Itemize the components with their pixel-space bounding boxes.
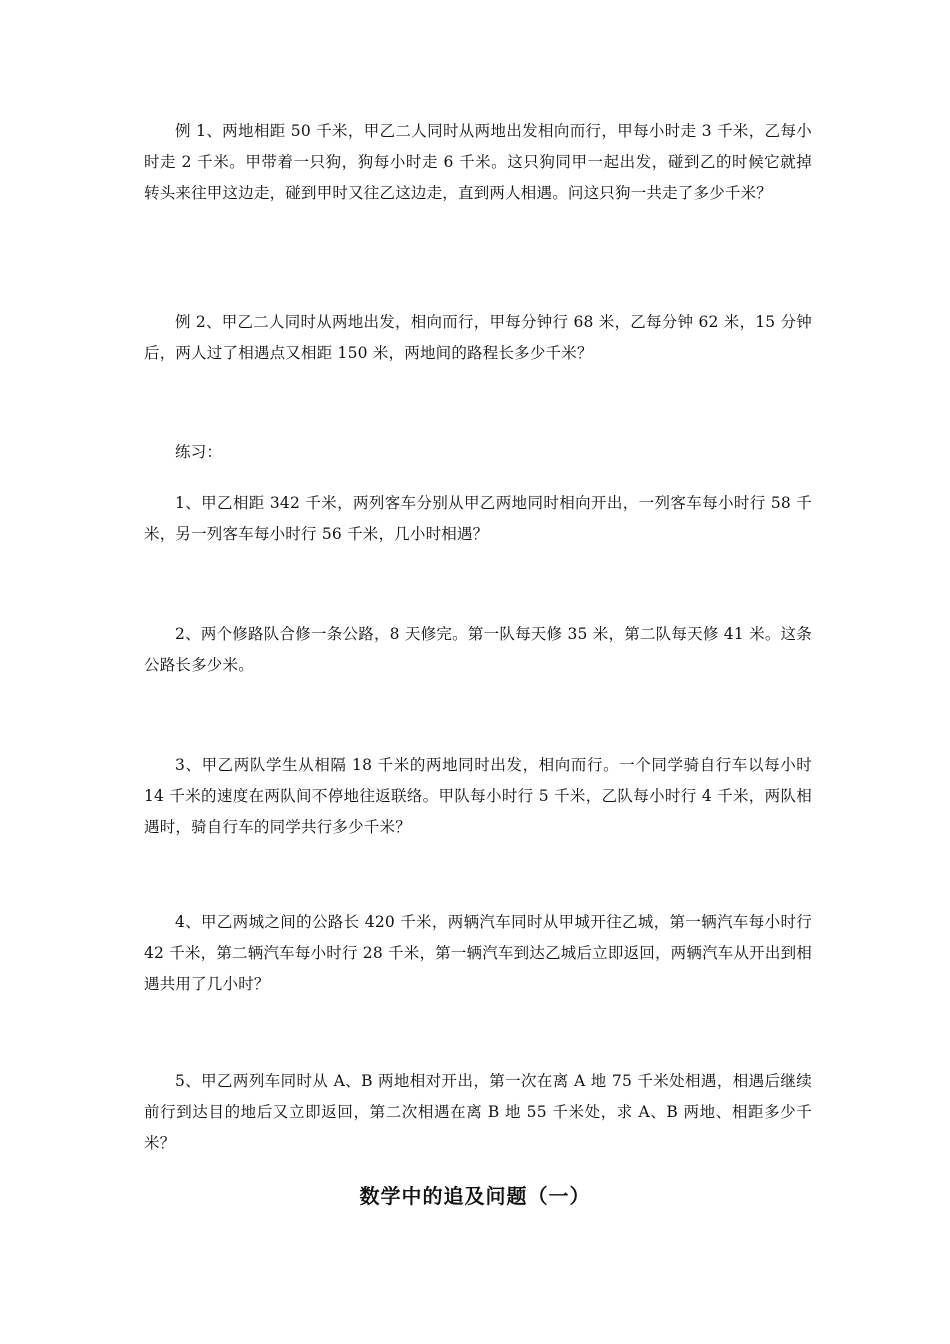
example-2-paragraph: 例 2、甲乙二人同时从两地出发，相向而行，甲每分钟行 68 米，乙每分钟 62 米，15 分钟后，两人过了相遇点又相距 150 米，两地间的路程长多少千米？ (144, 313, 812, 362)
practice-question-4: 4、甲乙两城之间的公路长 420 千米，两辆汽车同时从甲城开往乙城，第一辆汽车每小时行 42 千米，第二辆汽车每小时行 28 千米，第一辆汽车到达乙城后立即返回，两辆汽车从开出到相遇共用了几小时？ (144, 913, 812, 993)
section-title: 数学中的追及问题（一） (359, 1184, 591, 1208)
practice-question-2: 2、两个修路队合修一条公路，8 天修完。第一队每天修 35 米，第二队每天修 41 米。这条公路长多少米。 (144, 625, 812, 674)
practice-question-1: 1、甲乙相距 342 千米，两列客车分别从甲乙两地同时相向开出，一列客车每小时行 58 千米，另一列客车每小时行 56 千米，几小时相遇？ (144, 494, 812, 543)
practice-heading: 练习： (175, 443, 223, 461)
practice-question-5: 5、甲乙两列车同时从 A、B 两地相对开出，第一次在离 A 地 75 千米处相遇，相遇后继续前行到达目的地后又立即返回，第二次相遇在离 B 地 55 千米处，求 A、B 两地、相距多少千米？ (144, 1072, 812, 1152)
practice-question-3: 3、甲乙两队学生从相隔 18 千米的两地同时出发，相向而行。一个同学骑自行车以每小时 14 千米的速度在两队间不停地往返联络。甲队每小时行 5 千米，乙队每小时行 4 千米，两队相遇时，骑自行车的同学共行多少千米？ (144, 756, 812, 836)
example-1-paragraph: 例 1、两地相距 50 千米，甲乙二人同时从两地出发相向而行，甲每小时走 3 千米，乙每小时走 2 千米。甲带着一只狗，狗每小时走 6 千米。这只狗同甲一起出发，碰到乙的时候它就掉转头来往甲这边走，碰到甲时又往乙这边走，直到两人相遇。问这只狗一共走了多少千米？ (144, 122, 812, 202)
